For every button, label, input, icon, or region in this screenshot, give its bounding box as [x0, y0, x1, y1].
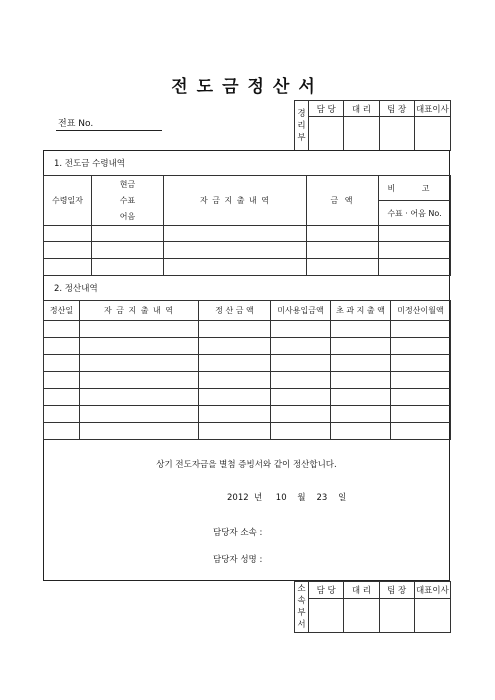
table-cell[interactable] — [331, 372, 391, 389]
receipt-table — [43, 175, 451, 276]
table-cell[interactable] — [80, 389, 199, 406]
approval-side-label: 경 리 부 — [295, 101, 309, 151]
table-cell[interactable] — [391, 389, 451, 406]
page-title: 전도금정산서 — [171, 77, 324, 97]
table-row — [44, 355, 451, 372]
table-cell[interactable] — [164, 242, 307, 259]
table-cell[interactable] — [307, 226, 379, 242]
settlement-table — [43, 300, 451, 440]
col-remarks: 비 고 — [379, 176, 451, 201]
table-cell[interactable] — [199, 355, 271, 372]
table-cell[interactable] — [44, 321, 80, 338]
table-cell[interactable] — [199, 372, 271, 389]
col-receipt-date: 수령일자 — [44, 176, 92, 226]
table-cell[interactable] — [199, 389, 271, 406]
table-cell[interactable] — [331, 321, 391, 338]
table-cell[interactable] — [271, 389, 331, 406]
table-cell[interactable] — [80, 423, 199, 440]
table-cell[interactable] — [80, 372, 199, 389]
col-remarks-sub: 수표 · 어음 No. — [379, 201, 451, 226]
col-settlement-date: 정산일 — [44, 301, 80, 321]
approval-signature-cell[interactable] — [344, 117, 379, 151]
manager-name-label: 담당자 성명 : — [213, 555, 263, 565]
table-cell[interactable] — [271, 355, 331, 372]
table-cell[interactable] — [92, 259, 164, 276]
table-cell[interactable] — [391, 423, 451, 440]
approval-signature-cell[interactable] — [309, 117, 344, 151]
col-settlement-amount: 정 산 금 액 — [199, 301, 271, 321]
table-row — [44, 321, 451, 338]
top-approval-box — [294, 100, 451, 151]
col-over-expense: 초 과 지 출 액 — [331, 301, 391, 321]
table-cell[interactable] — [391, 372, 451, 389]
cash-type-cash: 현금 — [119, 179, 136, 189]
table-row — [44, 338, 451, 355]
table-cell[interactable] — [391, 355, 451, 372]
table-cell[interactable] — [331, 406, 391, 423]
table-row — [44, 406, 451, 423]
table-cell[interactable] — [331, 423, 391, 440]
approval-header: 담 당 — [309, 101, 344, 117]
table-cell[interactable] — [80, 355, 199, 372]
table-cell[interactable] — [80, 338, 199, 355]
table-cell[interactable] — [271, 423, 331, 440]
voucher-number-label: 전표 No. — [58, 119, 94, 129]
table-cell[interactable] — [44, 338, 80, 355]
table-cell[interactable] — [391, 321, 451, 338]
table-cell[interactable] — [379, 226, 451, 242]
approval-signature-cell[interactable] — [379, 117, 414, 151]
table-row — [44, 372, 451, 389]
approval-header: 대 리 — [344, 582, 379, 599]
approval-header: 대 리 — [344, 101, 379, 117]
date-month-unit: 월 — [297, 493, 306, 503]
table-row — [44, 423, 451, 440]
approval-signature-cell[interactable] — [309, 599, 344, 633]
table-cell[interactable] — [44, 226, 92, 242]
date-year-unit: 년 — [254, 493, 263, 503]
approval-signature-cell[interactable] — [414, 599, 450, 633]
table-cell[interactable] — [92, 226, 164, 242]
table-cell[interactable] — [199, 321, 271, 338]
table-cell[interactable] — [44, 423, 80, 440]
table-cell[interactable] — [44, 406, 80, 423]
table-cell[interactable] — [92, 242, 164, 259]
table-cell[interactable] — [199, 423, 271, 440]
table-cell[interactable] — [164, 259, 307, 276]
table-row — [44, 226, 451, 242]
table-cell[interactable] — [44, 355, 80, 372]
table-cell[interactable] — [164, 226, 307, 242]
table-row — [44, 242, 451, 259]
table-cell[interactable] — [391, 338, 451, 355]
table-cell[interactable] — [199, 406, 271, 423]
table-row — [44, 389, 451, 406]
table-cell[interactable] — [44, 372, 80, 389]
cash-type-bill: 어음 — [119, 211, 136, 221]
bottom-approval-box — [294, 581, 451, 633]
table-cell[interactable] — [307, 259, 379, 276]
date-day: 23 — [316, 493, 328, 503]
col-expense-description: 자 금 지 출 내 역 — [164, 176, 307, 226]
table-cell[interactable] — [80, 321, 199, 338]
section2-title: 2. 정산내역 — [54, 284, 98, 294]
table-cell[interactable] — [307, 242, 379, 259]
approval-header: 팀 장 — [379, 101, 414, 117]
approval-side-label: 소 속 부 서 — [295, 582, 309, 633]
settlement-statement: 상기 전도자금을 별첨 증빙서와 같이 정산합니다. — [156, 460, 337, 470]
table-cell[interactable] — [271, 406, 331, 423]
table-cell[interactable] — [391, 406, 451, 423]
col-cash-type — [92, 176, 164, 226]
table-cell[interactable] — [44, 242, 92, 259]
table-cell[interactable] — [44, 389, 80, 406]
approval-signature-cell[interactable] — [344, 599, 379, 633]
approval-signature-cell[interactable] — [379, 599, 414, 633]
date-month: 10 — [275, 493, 287, 503]
table-cell[interactable] — [44, 259, 92, 276]
settlement-date — [227, 491, 346, 503]
approval-header: 대표이사 — [414, 582, 450, 599]
voucher-number-field[interactable] — [56, 117, 162, 131]
table-cell[interactable] — [331, 338, 391, 355]
manager-dept-label: 담당자 소속 : — [213, 528, 263, 538]
col-carryover: 미정산이월액 — [391, 301, 451, 321]
table-cell[interactable] — [331, 389, 391, 406]
approval-header: 팀 장 — [379, 582, 414, 599]
col-expense-description: 자 금 지 출 내 역 — [80, 301, 199, 321]
section1-title: 1. 전도금 수령내역 — [54, 159, 125, 169]
cash-type-check: 수표 — [119, 195, 136, 205]
table-cell[interactable] — [379, 259, 451, 276]
table-cell[interactable] — [271, 338, 331, 355]
col-amount: 금 액 — [307, 176, 379, 226]
table-cell[interactable] — [199, 338, 271, 355]
table-cell[interactable] — [379, 242, 451, 259]
date-day-unit: 일 — [338, 493, 347, 503]
table-cell[interactable] — [80, 406, 199, 423]
table-cell[interactable] — [271, 372, 331, 389]
approval-header: 대표이사 — [414, 101, 450, 117]
table-cell[interactable] — [271, 321, 331, 338]
approval-signature-cell[interactable] — [414, 117, 450, 151]
date-year: 2012 — [227, 493, 249, 503]
col-unused-deposit: 미사용입금액 — [271, 301, 331, 321]
approval-header: 담 당 — [309, 582, 344, 599]
table-row — [44, 259, 451, 276]
table-cell[interactable] — [331, 355, 391, 372]
